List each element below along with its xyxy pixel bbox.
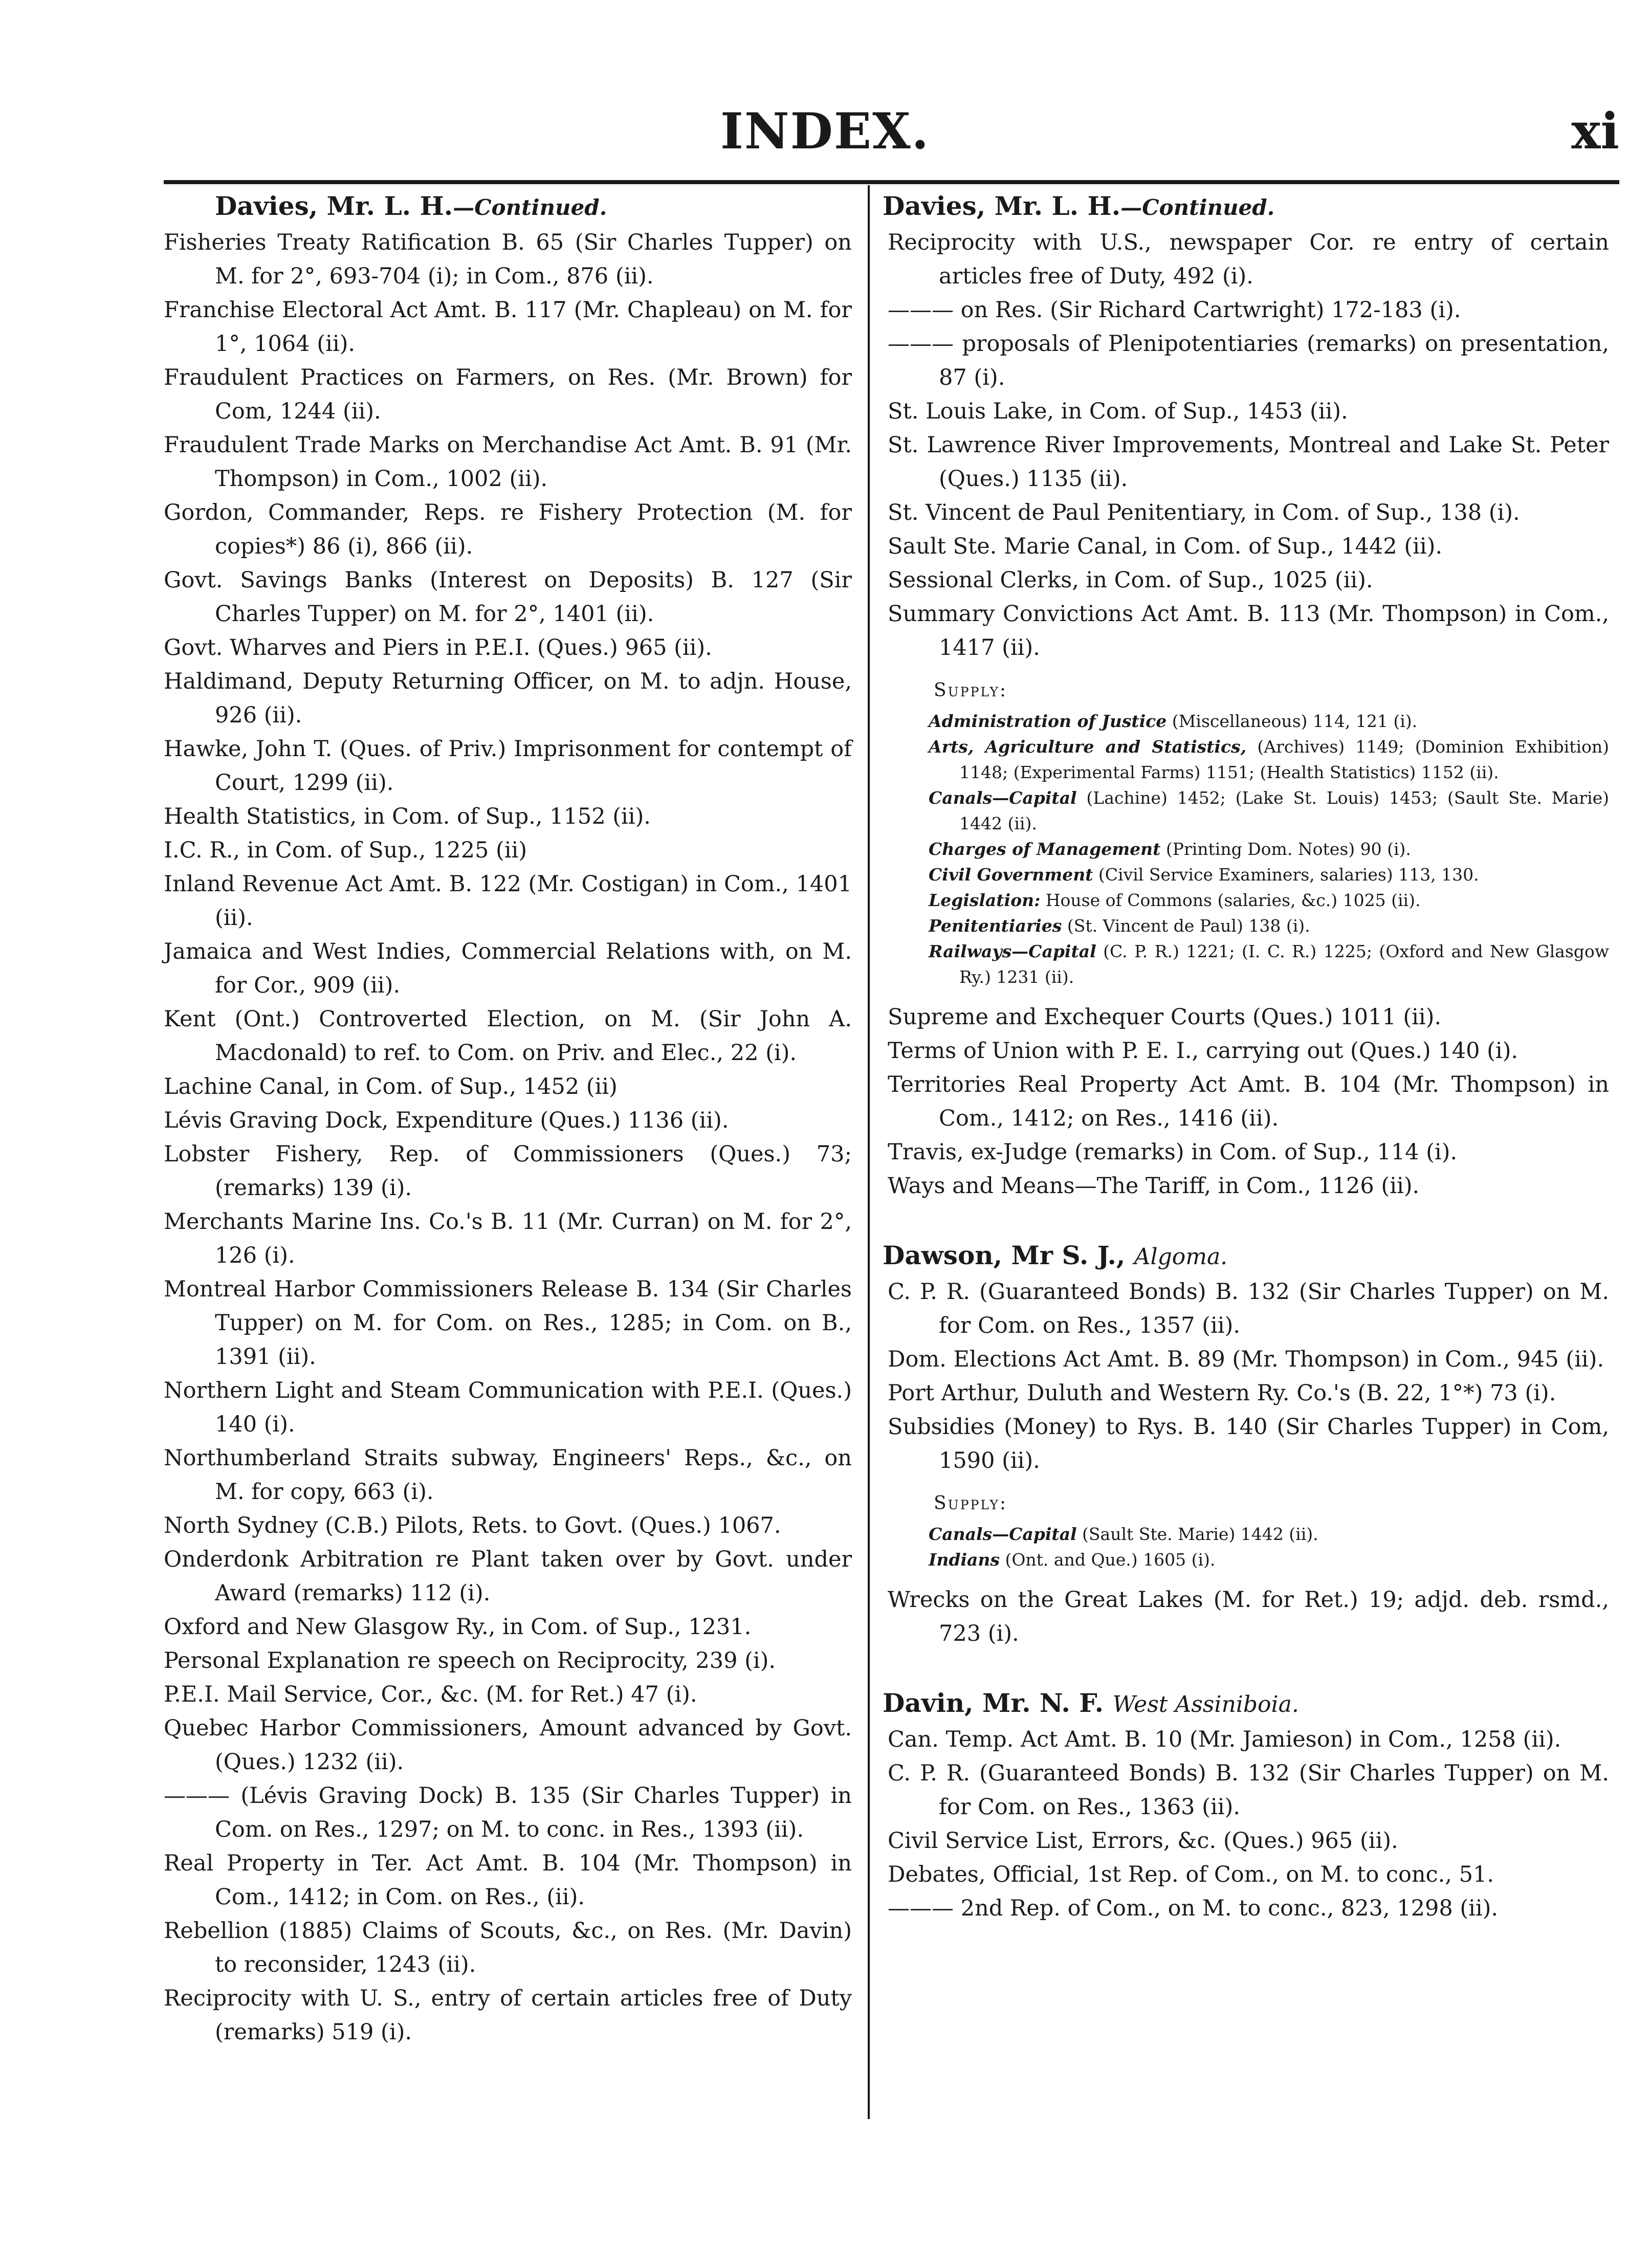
supply-item — [883, 913, 1609, 939]
index-entry: Wrecks on the Great Lakes (M. for Ret.) 19; adjd. deb. rsmd., 723 (i). — [888, 1587, 1609, 1646]
supply-detail: (Archives) 1149; (Dominion Exhibition) 1148; (Experimental Farms) 1151; (Health Statistics) 1152 (ii). — [959, 737, 1609, 782]
index-entry-list — [159, 226, 852, 2049]
index-entry: I.C. R., in Com. of Sup., 1225 (ii) — [164, 838, 527, 863]
supply-category: Administration of Justice — [929, 711, 1167, 731]
index-entry: P.E.I. Mail Service, Cor., &c. (M. for Ret.) 47 (i). — [164, 1682, 697, 1707]
index-entry: St. Louis Lake, in Com. of Sup., 1453 (ii). — [888, 399, 1348, 424]
index-entry: Fraudulent Practices on Farmers, on Res. (Mr. Brown) for Com, 1244 (ii). — [164, 365, 852, 424]
index-entry: Govt. Wharves and Piers in P.E.I. (Ques.) 965 (ii). — [164, 635, 712, 660]
index-entry: ——— 2nd Rep. of Com., on M. to conc., 823, 1298 (ii). — [888, 1896, 1499, 1921]
index-entry: Onderdonk Arbitration re Plant taken over by Govt. under Award (remarks) 112 (i). — [164, 1547, 852, 1606]
supply-category: Arts, Agriculture and Statistics, — [929, 737, 1247, 757]
supply-item — [883, 888, 1609, 913]
index-entry: Jamaica and West Indies, Commercial Relations with, on M. for Cor., 909 (ii). — [164, 939, 852, 998]
supply-item — [883, 1522, 1609, 1547]
index-entry: Reciprocity with U. S., entry of certain articles free of Duty (remarks) 519 (i). — [164, 1986, 852, 2045]
index-entry: St. Lawrence River Improvements, Montreal and Lake St. Peter (Ques.) 1135 (ii). — [888, 432, 1609, 492]
index-entry: Quebec Harbor Commissioners, Amount advanced by Govt. (Ques.) 1232 (ii). — [164, 1715, 852, 1775]
supply-item — [883, 939, 1609, 990]
supply-detail: (Ont. and Que.) 1605 (i). — [1000, 1550, 1216, 1570]
supply-detail: House of Commons (salaries, &c.) 1025 (ii). — [1040, 890, 1421, 910]
index-entry-list — [883, 1583, 1609, 1650]
index-entry-list — [883, 1000, 1609, 1203]
index-entry: ——— (Lévis Graving Dock) B. 135 (Sir Charles Tupper) in Com. on Res., 1297; on M. to conc. in Res., 1393 (ii). — [164, 1783, 852, 1842]
index-entry: Health Statistics, in Com. of Sup., 1152 (ii). — [164, 804, 651, 829]
index-entry: Fraudulent Trade Marks on Merchandise Act Amt. B. 91 (Mr. Thompson) in Com., 1002 (ii). — [164, 432, 852, 492]
supply-detail: (St. Vincent de Paul) 138 (i). — [1062, 916, 1310, 936]
index-entry: Reciprocity with U.S., newspaper Cor. re entry of certain articles free of Duty, 492 (i). — [888, 230, 1609, 289]
index-entry: Summary Convictions Act Amt. B. 113 (Mr. Thompson) in Com., 1417 (ii). — [888, 601, 1609, 660]
column-divider — [868, 185, 870, 2119]
index-entry: Sault Ste. Marie Canal, in Com. of Sup., 1442 (ii). — [888, 534, 1443, 559]
index-entry-list — [883, 226, 1609, 665]
supply-item — [883, 1547, 1609, 1573]
supply-list — [883, 1522, 1609, 1573]
index-entry: Northern Light and Steam Communication with P.E.I. (Ques.) 140 (i). — [164, 1378, 852, 1437]
supply-category: Indians — [929, 1550, 1000, 1570]
page-title: INDEX. — [720, 102, 930, 160]
supply-label: Supply: — [934, 680, 1008, 701]
index-entry: Govt. Savings Banks (Interest on Deposits) B. 127 (Sir Charles Tupper) on M. for 2°, 1401 (ii). — [164, 567, 852, 627]
index-entry: Montreal Harbor Commissioners Release B. 134 (Sir Charles Tupper) on M. for Com. on Res., 1285; in Com. on B., 1391 (ii). — [164, 1276, 852, 1370]
index-heading-davies-continued: Davies, Mr. L. H.—Continued. — [883, 191, 1275, 221]
supply-detail: (Lachine) 1452; (Lake St. Louis) 1453; (Sault Ste. Marie) 1442 (ii). — [959, 788, 1609, 833]
index-entry: Terms of Union with P. E. I., carrying out (Ques.) 140 (i). — [888, 1038, 1519, 1064]
index-heading-dawson: Dawson, Mr S. J., Algoma. — [883, 1240, 1228, 1270]
index-entry-list — [883, 1723, 1609, 1925]
supply-label: Supply: — [934, 1493, 1008, 1514]
supply-item — [883, 785, 1609, 836]
index-entry: Oxford and New Glasgow Ry., in Com. of Sup., 1231. — [164, 1614, 752, 1640]
right-column — [883, 189, 1609, 1925]
supply-category: Penitentiaries — [929, 916, 1062, 936]
index-entry: Northumberland Straits subway, Engineers' Reps., &c., on M. for copy, 663 (i). — [164, 1445, 852, 1505]
index-entry: Dom. Elections Act Amt. B. 89 (Mr. Thompson) in Com., 945 (ii). — [888, 1347, 1604, 1372]
index-entry-list — [883, 1275, 1609, 1478]
left-column — [159, 189, 852, 2049]
index-entry: Haldimand, Deputy Returning Officer, on M. to adjn. House, 926 (ii). — [164, 669, 852, 728]
index-entry: Lévis Graving Dock, Expenditure (Ques.) 1136 (ii). — [164, 1108, 729, 1133]
supply-detail: (Miscellaneous) 114, 121 (i). — [1167, 711, 1418, 731]
supply-detail: (C. P. R.) 1221; (I. C. R.) 1225; (Oxford and New Glasgow Ry.) 1231 (ii). — [959, 941, 1609, 987]
index-entry: Territories Real Property Act Amt. B. 104 (Mr. Thompson) in Com., 1412; on Res., 1416 (ii). — [888, 1072, 1609, 1131]
supply-category: Canals—Capital — [929, 788, 1077, 808]
index-entry: Supreme and Exchequer Courts (Ques.) 1011 (ii). — [888, 1004, 1442, 1030]
index-entry: Sessional Clerks, in Com. of Sup., 1025 (ii). — [888, 567, 1373, 593]
index-entry: ——— on Res. (Sir Richard Cartwright) 172-183 (i). — [888, 297, 1461, 323]
index-heading-davies: Davies, Mr. L. H.—Continued. — [215, 191, 607, 221]
index-entry: Franchise Electoral Act Amt. B. 117 (Mr. Chapleau) on M. for 1°, 1064 (ii). — [164, 297, 852, 357]
index-entry: Fisheries Treaty Ratification B. 65 (Sir Charles Tupper) on M. for 2°, 693-704 (i); in Com., 876 (ii). — [164, 230, 852, 289]
index-entry: Travis, ex-Judge (remarks) in Com. of Sup., 114 (i). — [888, 1139, 1458, 1165]
header-rule — [164, 180, 1619, 184]
index-entry: Debates, Official, 1st Rep. of Com., on M. to conc., 51. — [888, 1862, 1494, 1887]
index-entry: Merchants Marine Ins. Co.'s B. 11 (Mr. Curran) on M. for 2°, 126 (i). — [164, 1209, 852, 1268]
index-entry: Lachine Canal, in Com. of Sup., 1452 (ii) — [164, 1074, 618, 1099]
supply-category: Civil Government — [929, 865, 1093, 885]
index-entry: C. P. R. (Guaranteed Bonds) B. 132 (Sir Charles Tupper) on M. for Com. on Res., 1357 (ii). — [888, 1279, 1609, 1338]
supply-category: Charges of Management — [929, 839, 1161, 859]
supply-category: Canals—Capital — [929, 1524, 1077, 1544]
index-entry: Hawke, John T. (Ques. of Priv.) Imprisonment for contempt of Court, 1299 (ii). — [164, 736, 852, 796]
supply-category: Railways—Capital — [929, 941, 1096, 961]
supply-item — [883, 709, 1609, 734]
supply-item — [883, 836, 1609, 862]
index-entry: Ways and Means—The Tariff, in Com., 1126 (ii). — [888, 1173, 1420, 1199]
index-entry: C. P. R. (Guaranteed Bonds) B. 132 (Sir Charles Tupper) on M. for Com. on Res., 1363 (ii). — [888, 1760, 1609, 1820]
index-entry: Port Arthur, Duluth and Western Ry. Co.'s (B. 22, 1°*) 73 (i). — [888, 1380, 1556, 1406]
index-entry: Can. Temp. Act Amt. B. 10 (Mr. Jamieson) in Com., 1258 (ii). — [888, 1727, 1561, 1752]
index-entry: ——— proposals of Plenipotentiaries (remarks) on presentation, 87 (i). — [888, 331, 1609, 390]
index-entry: Rebellion (1885) Claims of Scouts, &c., on Res. (Mr. Davin) to reconsider, 1243 (ii). — [164, 1918, 852, 1977]
supply-item — [883, 862, 1609, 888]
index-entry: Inland Revenue Act Amt. B. 122 (Mr. Costigan) in Com., 1401 (ii). — [164, 871, 852, 931]
index-entry: Gordon, Commander, Reps. re Fishery Protection (M. for copies*) 86 (i), 866 (ii). — [164, 500, 852, 559]
supply-detail: (Civil Service Examiners, salaries) 113, 130. — [1093, 865, 1479, 885]
index-entry: Subsidies (Money) to Rys. B. 140 (Sir Charles Tupper) in Com, 1590 (ii). — [888, 1414, 1609, 1473]
index-entry: Kent (Ont.) Controverted Election, on M. (Sir John A. Macdonald) to ref. to Com. on Priv. and Elec., 22 (i). — [164, 1006, 852, 1066]
supply-detail: (Printing Dom. Notes) 90 (i). — [1160, 839, 1411, 859]
supply-category: Legislation: — [929, 890, 1041, 910]
index-entry: Civil Service List, Errors, &c. (Ques.) 965 (ii). — [888, 1828, 1398, 1854]
index-entry: Real Property in Ter. Act Amt. B. 104 (Mr. Thompson) in Com., 1412; in Com. on Res., (ii). — [164, 1851, 852, 1910]
supply-list — [883, 709, 1609, 990]
supply-detail: (Sault Ste. Marie) 1442 (ii). — [1076, 1524, 1318, 1544]
index-entry: Personal Explanation re speech on Reciprocity, 239 (i). — [164, 1648, 776, 1674]
index-entry: North Sydney (C.B.) Pilots, Rets. to Govt. (Ques.) 1067. — [164, 1513, 781, 1538]
index-heading-davin: Davin, Mr. N. F. West Assiniboia. — [883, 1688, 1299, 1718]
page-number: xi — [1571, 102, 1619, 160]
index-entry: Lobster Fishery, Rep. of Commissioners (Ques.) 73; (remarks) 139 (i). — [164, 1141, 852, 1201]
index-entry: St. Vincent de Paul Penitentiary, in Com. of Sup., 138 (i). — [888, 500, 1520, 525]
supply-item — [883, 734, 1609, 785]
